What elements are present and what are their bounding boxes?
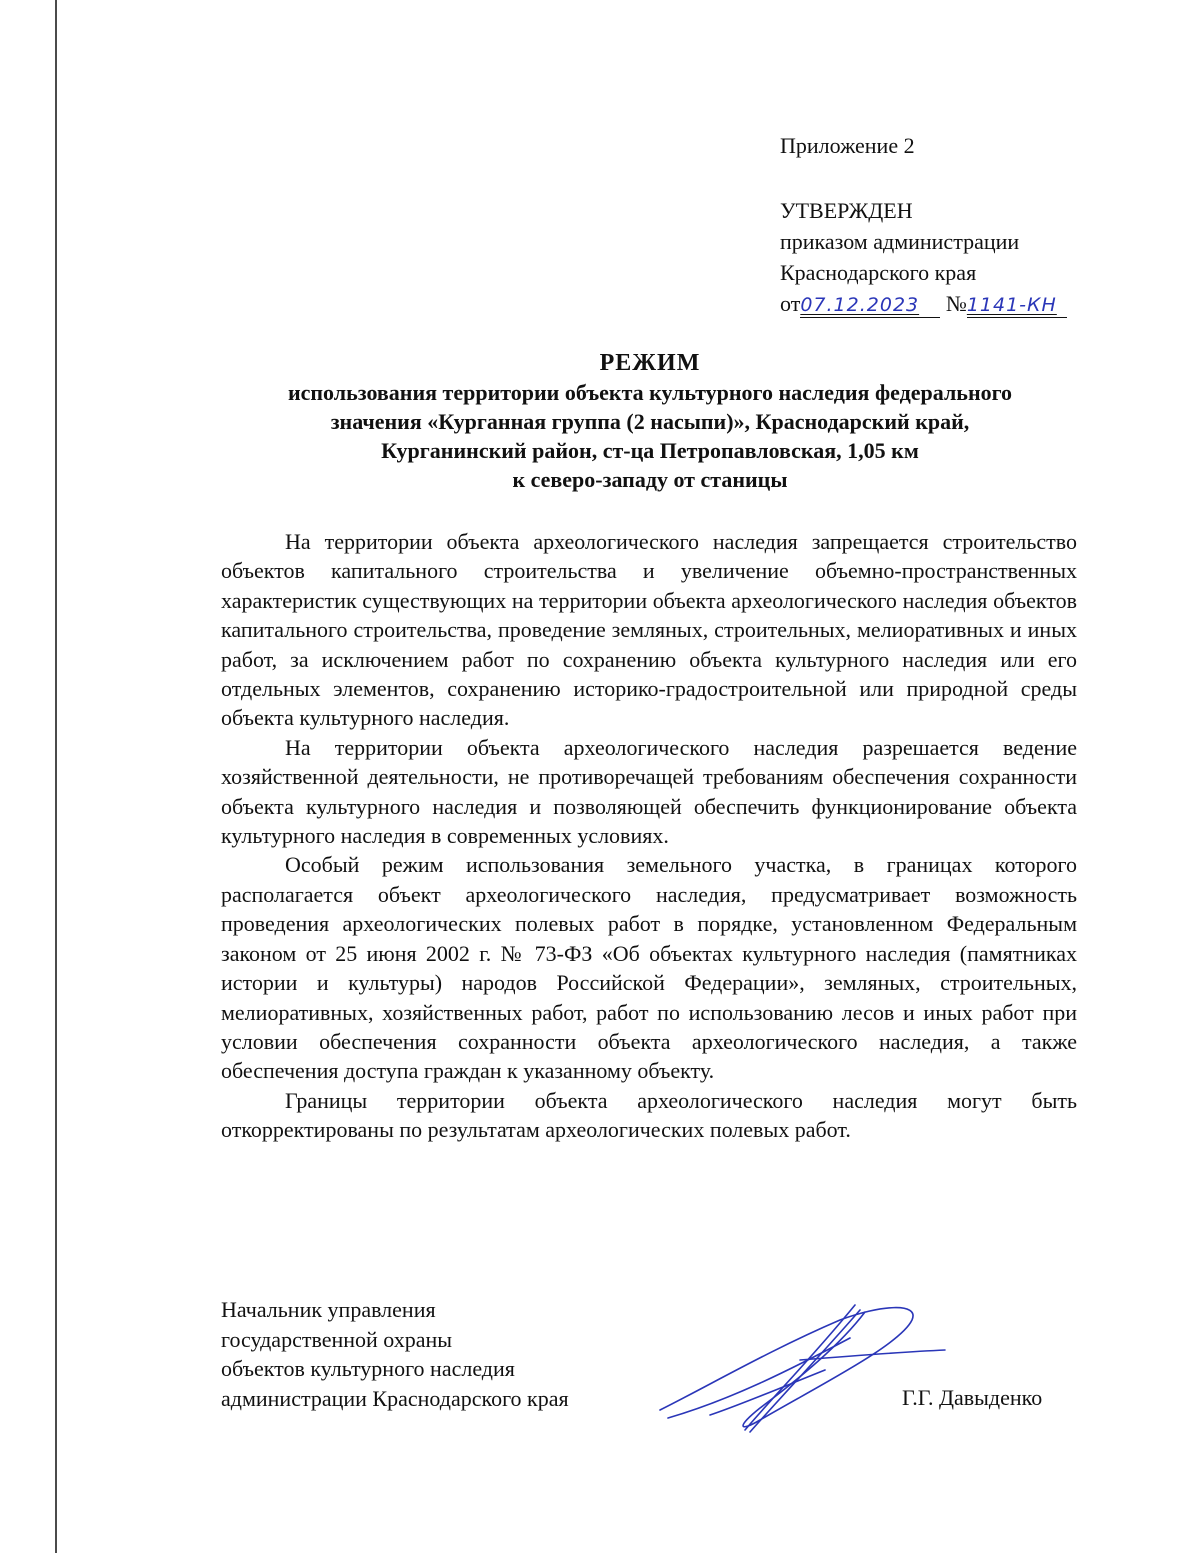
number-prefix: № — [945, 291, 967, 316]
signatory-position — [221, 1295, 569, 1413]
handwritten-signature — [650, 1290, 950, 1440]
position-line-3: объектов культурного наследия — [221, 1356, 515, 1381]
paragraph-special-regime: Особый режим использования земельного участка, в границах которого располагается объект археологического наследия, предусматривает возможность проведения археологических полевых работ в порядке, установленном Федеральным законом от 25 июня 2002 г. № 73-ФЗ «Об объектах культурного наследия (памятниках истории и культуры) народов Российской Федерации», земляных, строительных, мелиоративных, хозяйственных работ, работ по использованию лесов и иных работ при условии обеспечения сохранности объекта археологического наследия, а также обеспечения доступа граждан к указанному объекту. — [221, 852, 1077, 1084]
date-prefix: от — [780, 291, 801, 316]
approval-line-2: Краснодарского края — [780, 260, 977, 285]
paragraph-boundaries: Границы территории объекта археологического наследия могут быть откорректированы по результатам археологических полевых работ. — [221, 1087, 1077, 1143]
date-blank — [800, 292, 940, 318]
position-line-2: государственной охраны — [221, 1326, 453, 1352]
heading-line-2: значения «Курганная группа (2 насыпи)», Краснодарский край, — [330, 409, 970, 434]
number-blank — [967, 292, 1067, 318]
heading-line-1: использования территории объекта культурного наследия федерального — [287, 380, 1013, 405]
approval-block — [780, 195, 1120, 319]
handwritten-date: 07.12.2023 — [800, 294, 920, 316]
document-body — [221, 527, 1077, 1145]
heading-line-3: Курганинский район, ст-ца Петропавловская, 1,05 км — [381, 438, 919, 463]
position-line-1: Начальник управления — [221, 1297, 436, 1322]
document-title: РЕЖИМ — [599, 350, 701, 376]
document-heading — [190, 348, 1110, 494]
approval-date-line — [780, 288, 1120, 319]
handwritten-number: 1141-КН — [966, 294, 1057, 316]
paragraph-permissions: На территории объекта археологического наследия разрешается ведение хозяйственной деятельности, не противоречащей требованиям обеспечения сохранности объекта культурного наследия и позволяющей обеспечить функционирование объекта культурного наследия в современных условиях. — [221, 734, 1077, 849]
scan-border-line — [55, 0, 57, 1553]
approval-line-1: приказом администрации — [780, 229, 1020, 254]
annex-label: Приложение 2 — [780, 133, 915, 158]
position-line-4: администрации Краснодарского края — [221, 1385, 569, 1411]
heading-line-4: к северо-западу от станицы — [512, 467, 788, 492]
paragraph-prohibitions: На территории объекта археологического наследия запрещается строительство объектов капитального строительства и увеличение объемно-пространственных характеристик существующих на территории объекта археологического наследия объектов капитального строительства, проведение земляных, строительных, мелиоративных и иных работ, за исключением работ по сохранению объекта культурного наследия или его отдельных элементов, сохранению историко-градостроительной или природной среды объекта культурного наследия. — [221, 529, 1077, 731]
approval-stamp: УТВЕРЖДЕН — [780, 198, 913, 223]
signer-name: Г.Г. Давыденко — [902, 1385, 1043, 1410]
